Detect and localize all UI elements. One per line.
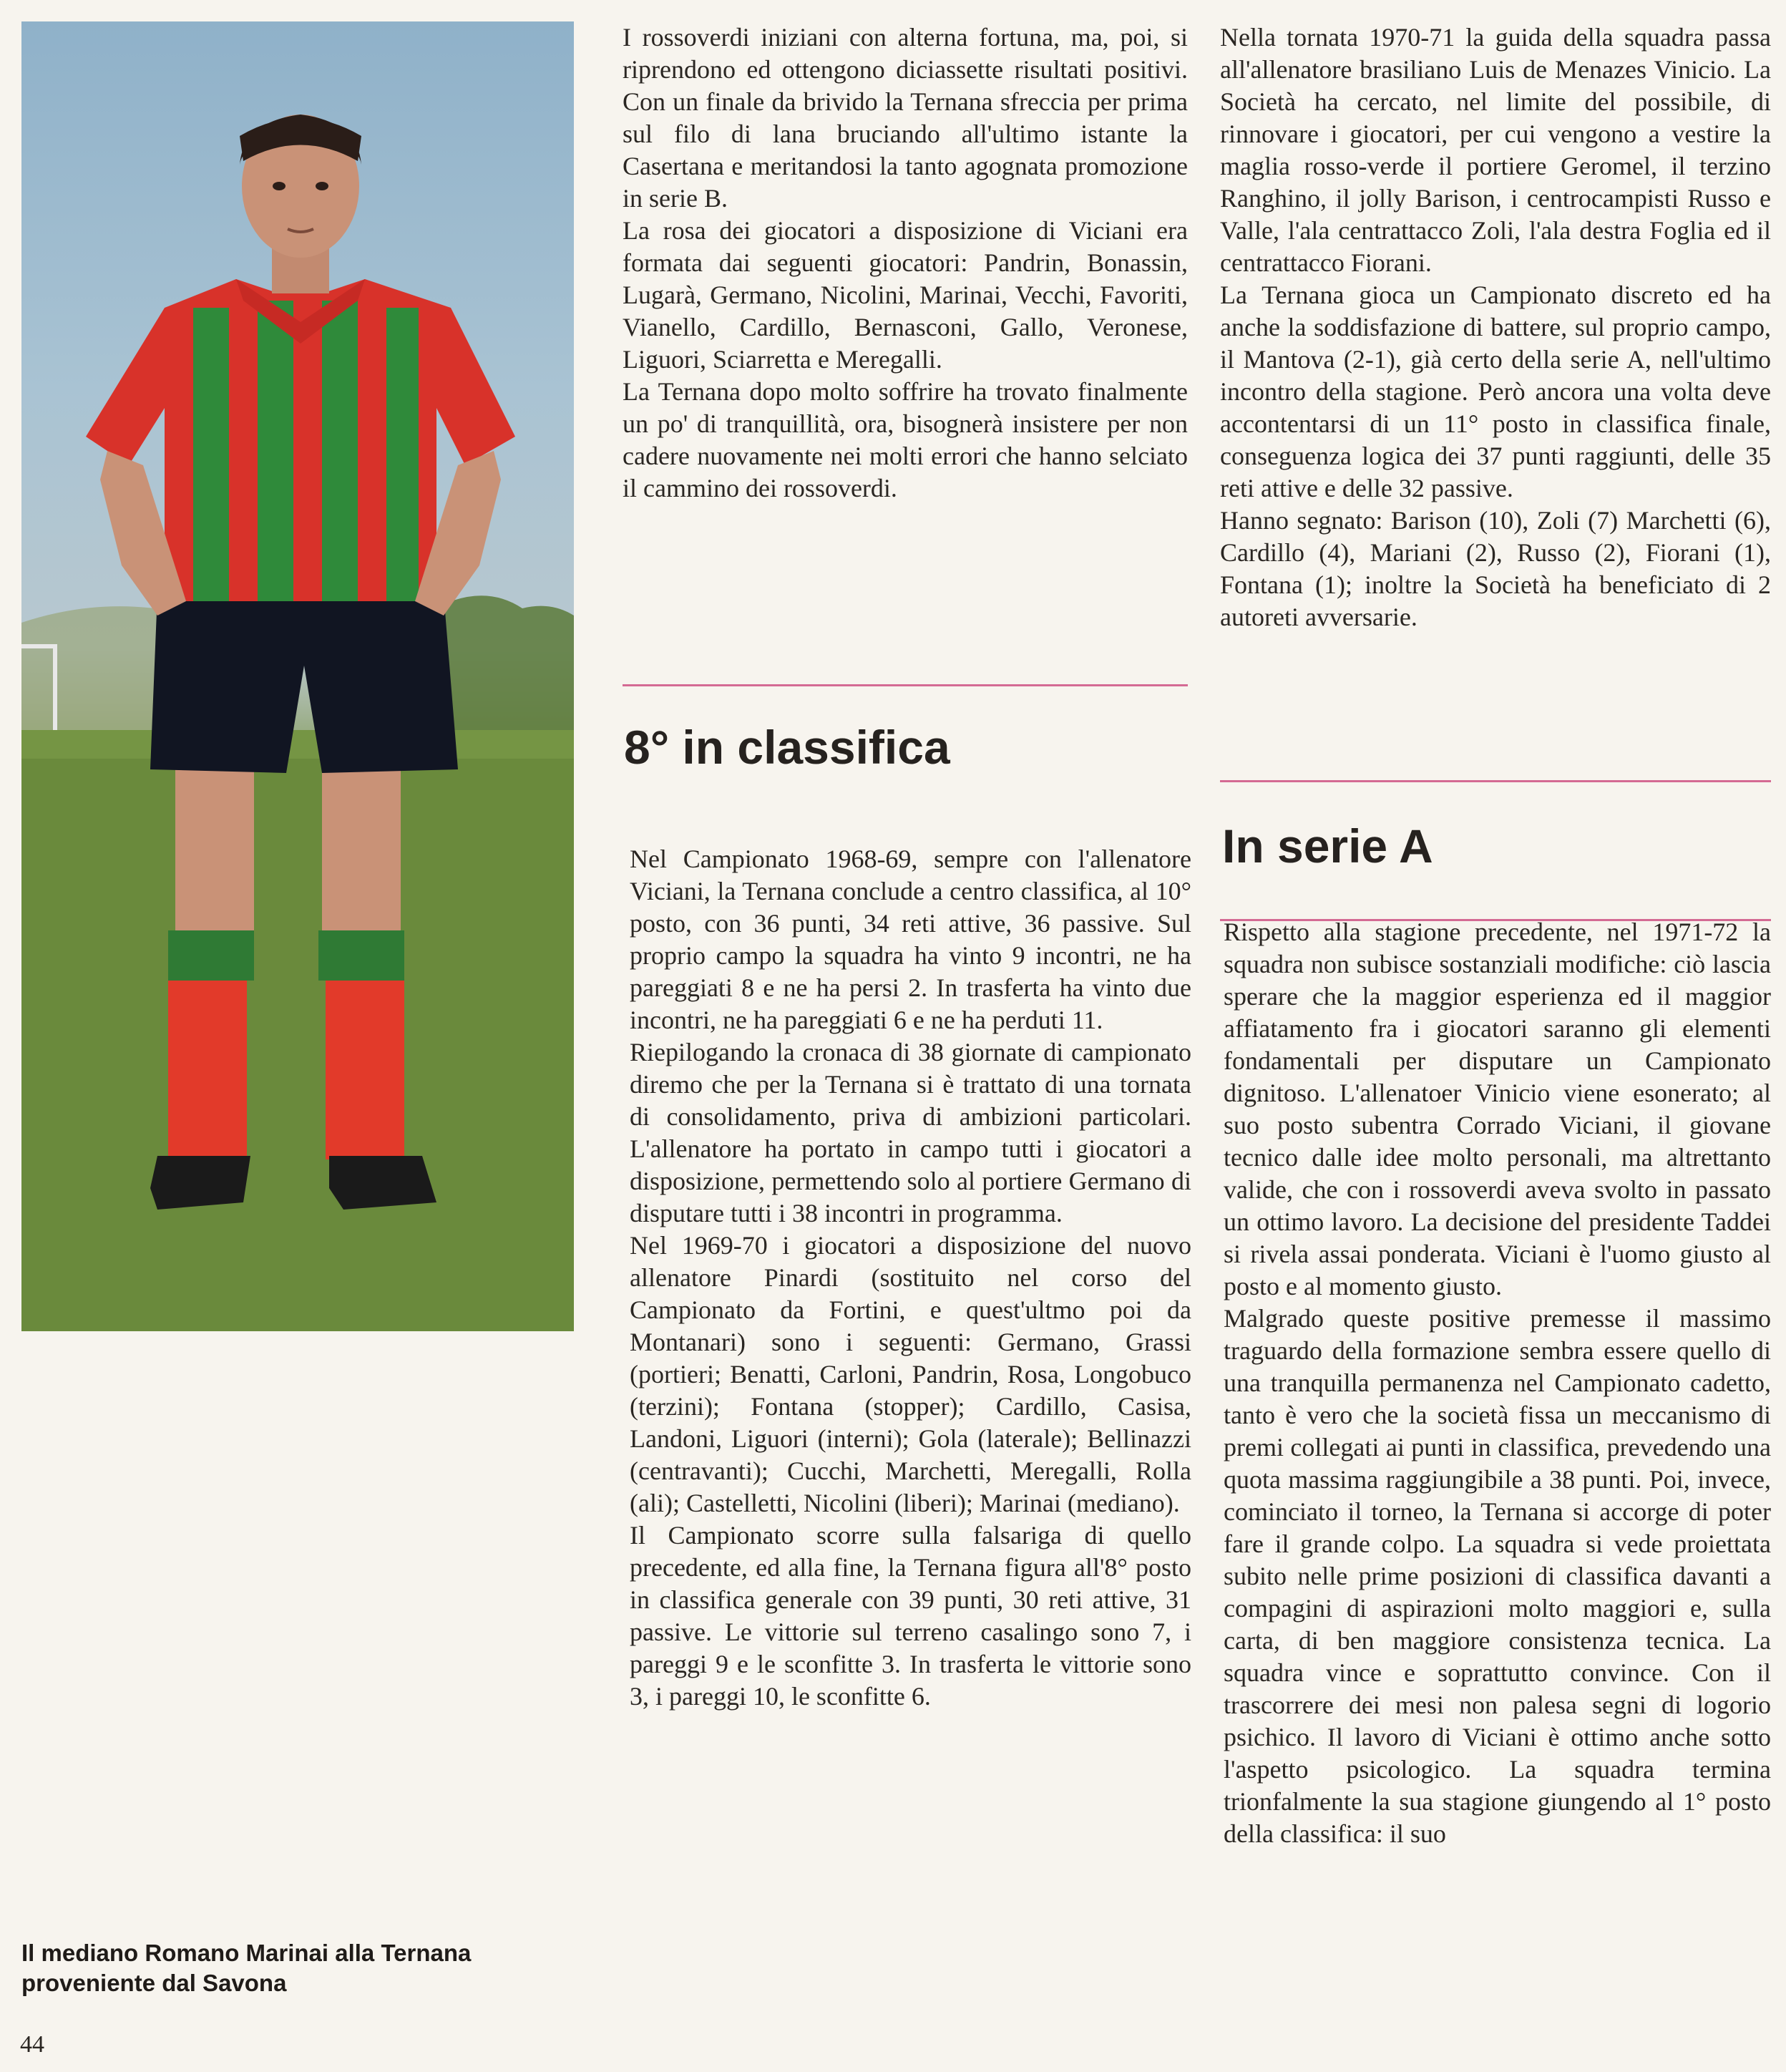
divider-rule — [623, 684, 1188, 686]
player-photo — [21, 21, 574, 1331]
section-heading-in-serie-a: In serie A — [1222, 819, 1433, 872]
section-heading-8-in-classifica: 8° in classifica — [624, 721, 950, 774]
paragraph: La Ternana gioca un Campionato discreto ed ha anche la soddisfazione di battere, sul proprio campo, il Mantova (2-1), già certo della serie A, nell'ultimo incontro della stagione. Però ancora una volta deve accontentarsi di un 11° posto in classifica finale, conseguenza logica dei 37 punti raggiunti, delle 35 reti attive e delle 32 passive. — [1220, 281, 1771, 502]
caption-line-2: proveniente dal Savona — [21, 1970, 287, 1996]
paragraph: Hanno segnato: Barison (10), Zoli (7) Marchetti (6), Cardillo (4), Mariani (2), Russo (2), Fiorani (1), Fontana (1); inoltre la Società ha beneficiato di 2 autoreti avversarie. — [1220, 506, 1771, 631]
column-3-top — [1220, 21, 1771, 633]
paragraph: Rispetto alla stagione precedente, nel 1971-72 la squadra non subisce sostanziali modifiche: ciò lascia sperare che la maggior esperienza ed il maggior affiatamento fra i giocatori saranno gli elementi fondamentali per disputare un Campionato dignitoso. L'allenatoer Vinicio viene esonerato; al suo posto subentra Corrado Viciani, il giovane tecnico dalle idee molto personali, ma altrettanto valide, che con i rossoverdi aveva svolto in passato un ottimo lavoro. La decisione del presidente Taddei si rivela assai ponderata. Viciani è l'uomo giusto al posto e al momento giusto. — [1224, 918, 1771, 1300]
paragraph: Nel Campionato 1968-69, sempre con l'allenatore Viciani, la Ternana conclude a centro classifica, al 10° posto, con 36 punti, 34 reti attive, 36 passive. Sul proprio campo la squadra ha vinto 9 incontri, ne ha pareggiati 8 e ne ha persi 2. In trasferta ha vinto due incontri, ne ha pareggiati 6 e ne ha perduti 11. — [630, 845, 1191, 1034]
paragraph: Malgrado queste positive premesse il massimo traguardo della formazione sembra essere quello di una tranquilla permanenza nel Campionato cadetto, tanto è vero che la società fissa un meccanismo di premi collegati ai punti in classifica, prevedendo una quota massima raggiungibile a 38 punti. Poi, invece, cominciato il torneo, la Ternana si accorge di poter fare il grande colpo. La squadra si vede proiettata subito nelle prime posizioni di classifica davanti a compagini di aspirazioni molto maggiori e, sulla carta, di ben maggiore consistenza tecnica. La squadra vince e soprattutto convince. Con il trascorrere dei mesi non palesa segni di logorio psichico. Il lavoro di Viciani è ottimo anche sotto l'aspetto psicologico. La squadra termina trionfalmente la sua stagione giungendo al 1° posto della classifica: il suo — [1224, 1304, 1771, 1848]
paragraph: I rossoverdi iniziani con alterna fortuna, ma, poi, si riprendono ed ottengono diciassette risultati positivi. Con un finale da brivido la Ternana sfreccia per prima sul filo di lana bruciando all'ultimo istante la Casertana e meritandosi la tanto agognata promozione in serie B. — [623, 23, 1188, 213]
paragraph: La Ternana dopo molto soffrire ha trovato finalmente un po' di tranquillità, ora, bisognerà insistere per non cadere nuovamente nei molti errori che hanno selciato il cammino dei rossoverdi. — [623, 377, 1188, 502]
caption-line-1: Il mediano Romano Marinai alla Ternana — [21, 1940, 472, 1966]
divider-rule — [1220, 780, 1771, 782]
player-illustration — [21, 21, 574, 1331]
paragraph: Il Campionato scorre sulla falsariga di quello precedente, ed alla fine, la Ternana figura all'8° posto in classifica generale con 39 punti, 30 reti attive, 31 passive. Le vittorie sul terreno casalingo sono 7, i pareggi 9 e le sconfitte 3. In trasferta le vittorie sono 3, i pareggi 10, le sconfitte 6. — [630, 1521, 1191, 1711]
paragraph: Riepilogando la cronaca di 38 giornate di campionato diremo che per la Ternana si è trattato di una tornata di consolidamento, priva di ambizioni particolari. L'allenatore ha portato in campo tutti i giocatori a disposizione, permettendo solo al portiere Germano di disputare tutti i 38 incontri in programma. — [630, 1038, 1191, 1227]
column-2-top — [623, 21, 1188, 505]
page-number: 44 — [20, 2031, 44, 2058]
column-3-bottom — [1224, 916, 1771, 1850]
column-2-bottom — [630, 843, 1191, 1713]
paragraph: Nel 1969-70 i giocatori a disposizione del nuovo allenatore Pinardi (sostituito nel corso del Campionato da Fortini, e quest'ultmo poi da Montanari) sono i seguenti: Germano, Grassi (portieri; Benatti, Carloni, Pandrin, Rosa, Longobuco (terzini); Fontana (stopper); Cardillo, Casisa, Landoni, Liguori (interni); Gola (laterale); Bellinazzi (centravanti); Cucchi, Marchetti, Meregalli, Rolla (ali); Castelletti, Nicolini (liberi); Marinai (mediano). — [630, 1231, 1191, 1517]
paragraph: La rosa dei giocatori a disposizione di Viciani era formata dai seguenti giocatori: Pandrin, Bonassin, Lugarà, Germano, Nicolini, Marinai, Vecchi, Favoriti, Vianello, Cardillo, Bernasconi, Gallo, Veronese, Liguori, Sciarretta e Meregalli. — [623, 216, 1188, 374]
paragraph: Nella tornata 1970-71 la guida della squadra passa all'allenatore brasiliano Luis de Menazes Vinicio. La Società ha cercato, nel limite del possibile, di rinnovare i giocatori, per cui vengono a vestire la maglia rosso-verde il portiere Geromel, il terzino Ranghino, il jolly Barison, i centrocampisti Russo e Valle, l'ala centrattacco Zoli, l'ala destra Foglia ed il centrattacco Fiorani. — [1220, 23, 1771, 277]
photo-caption — [21, 1938, 594, 1998]
